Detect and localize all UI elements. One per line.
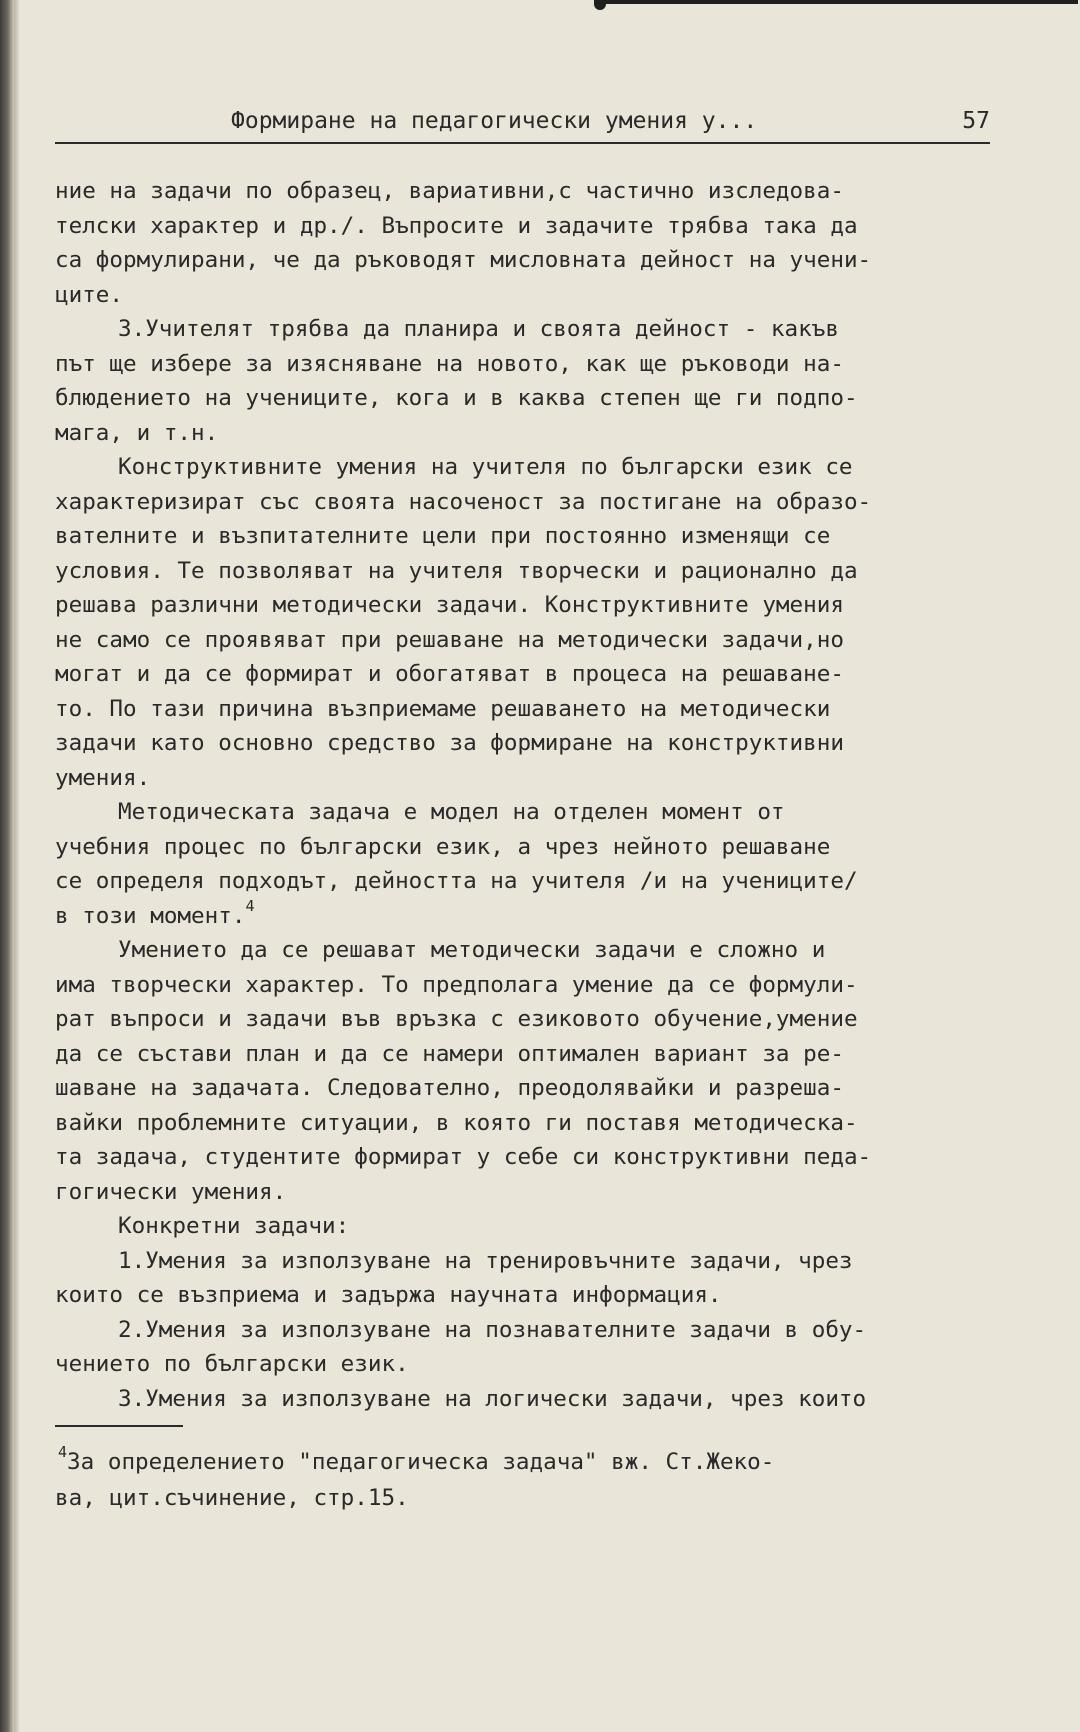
text-line: шаване на задачата. Следователно, преодолявайки и разреша- xyxy=(55,1075,844,1101)
footnote-divider xyxy=(55,1425,183,1427)
text-line: учебния процес по български език, а чрез нейното решаване xyxy=(55,833,831,860)
text-line: характеризират със своята насоченост за постигане на образо- xyxy=(55,488,872,515)
text-line-with-footnote-ref xyxy=(55,896,1013,934)
text-line: то. По тази причина възприемаме решаването на методически xyxy=(55,695,831,722)
text-line: вайки проблемните ситуации, в която ги поставя методическа- xyxy=(55,1109,858,1136)
text-line: блюдението на учениците, кога и в каква степен ще ги подпо- xyxy=(55,385,858,411)
book-binding xyxy=(0,0,14,1732)
footnote-text: За определението "педагогическа задача" вж. Ст.Жеко- xyxy=(67,1449,775,1475)
text-line: има творчески характер. То предполага умение да се формули- xyxy=(55,971,858,998)
footnote xyxy=(55,1444,1013,1516)
footnote-marker: 4 xyxy=(58,1443,68,1462)
text-line: Конструктивните умения на учителя по български език се xyxy=(118,454,853,480)
binding-shadow xyxy=(14,0,20,1732)
footnote-line: ва, цит.съчинение, стр.15. xyxy=(55,1485,409,1511)
running-title: Формиране на педагогически умения у... xyxy=(231,108,758,134)
text-line: са формулирани, че да ръководят мисловната дейност на учени- xyxy=(55,247,872,273)
text-line: задачи като основно средство за формиране на конструктивни xyxy=(55,730,844,756)
text-line: гогически умения. xyxy=(55,1178,287,1205)
top-edge-mark xyxy=(598,0,1078,4)
text-line: се определя подходът, дейността на учителя /и на учениците/ xyxy=(55,868,858,894)
text-line: та задача, студентите формират у себе си конструктивни педа- xyxy=(55,1144,872,1170)
text-line: не само се проявяват при решаване на методически задачи,но xyxy=(55,626,844,653)
running-header xyxy=(55,108,990,144)
text-line: 2.Умения за използуване на познавателните задачи в обу- xyxy=(118,1316,867,1343)
text-line: вателните и възпитателните цели при постоянно изменящи се xyxy=(55,523,831,549)
text-line: могат и да се формират и обогатяват в процеса на решаване- xyxy=(55,661,844,687)
text-line: 1.Умения за използуване на тренировъчните задачи, чрез xyxy=(118,1247,853,1274)
text-line: 3.Умения за използуване на логически задачи, чрез които xyxy=(118,1385,867,1412)
text-line: ците. xyxy=(55,281,124,308)
footnote-reference[interactable]: 4 xyxy=(245,896,255,915)
text-line: умения. xyxy=(55,764,151,791)
text-line: Умението да се решават методически задачи е сложно и xyxy=(118,937,826,963)
text-line: 3.Учителят трябва да планира и своята дейност - какъв xyxy=(118,316,839,342)
text-line: път ще избере за изясняване на новото, как ще ръководи на- xyxy=(55,350,844,377)
text-line: Методическата задача е модел на отделен момент от xyxy=(118,799,785,825)
text-line: мага, и т.н. xyxy=(55,419,219,446)
text-line: чението по български език. xyxy=(55,1351,409,1377)
page-number: 57 xyxy=(962,108,990,134)
top-edge-notch xyxy=(594,0,606,10)
text-line: да се състави план и да се намери оптимален вариант за ре- xyxy=(55,1040,844,1067)
text-line: телски характер и др./. Въпросите и задачите трябва така да xyxy=(55,212,858,239)
body-text xyxy=(55,174,1013,1416)
text-line: в този момент. xyxy=(55,902,246,929)
text-line: които се възприема и задържа научната информация. xyxy=(55,1282,722,1308)
text-line: решава различни методически задачи. Конструктивните умения xyxy=(55,592,844,618)
footnote-line xyxy=(55,1444,1013,1480)
text-line: Конкретни задачи: xyxy=(118,1213,350,1239)
text-line: условия. Те позволяват на учителя творчески и рационално да xyxy=(55,557,858,584)
text-line: ние на задачи по образец, вариативни,с частично изследова- xyxy=(55,178,844,204)
text-line: рат въпроси и задачи във връзка с езиковото обучение,умение xyxy=(55,1006,858,1032)
